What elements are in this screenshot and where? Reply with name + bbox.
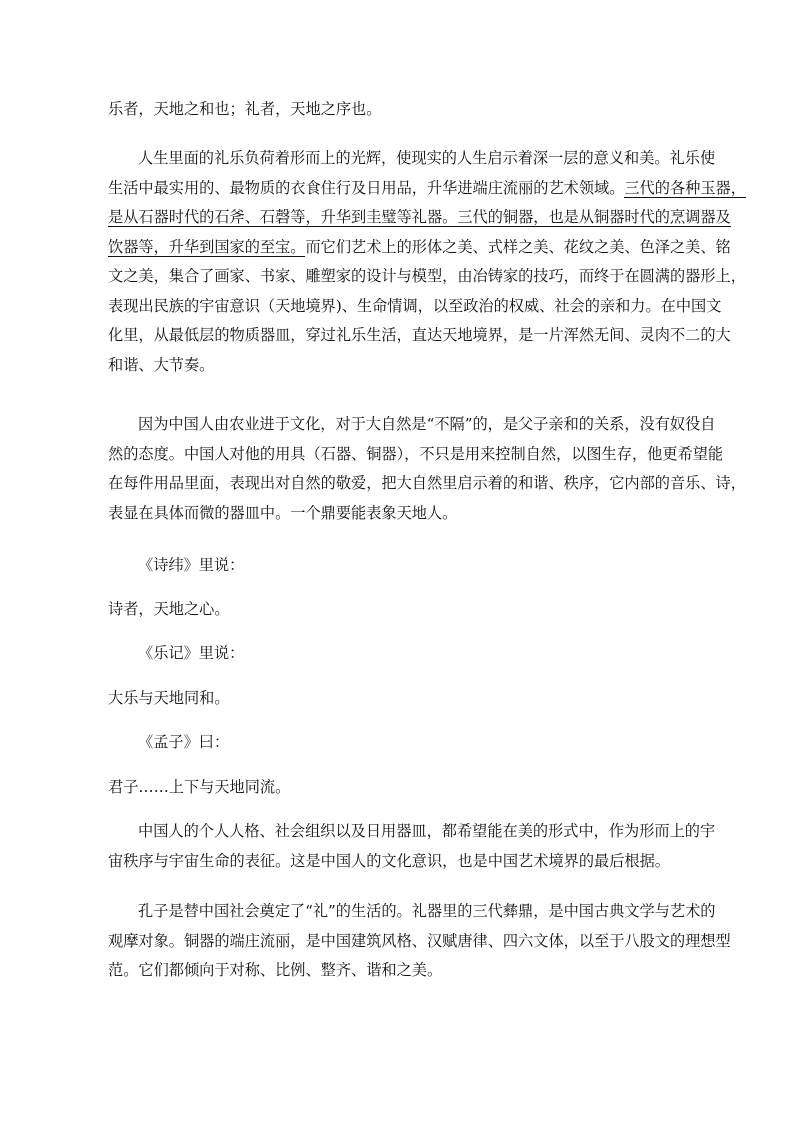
text-line: 诗者，天地之心。 (108, 600, 230, 618)
paragraph-confucius (108, 897, 731, 986)
text-line (108, 233, 731, 263)
paragraph-liyue-life (108, 144, 746, 380)
text-line: 文之美，集合了画家、书家、雕塑家的设计与模型，由冶铸家的技巧，而终于在圆满的器形上， (108, 267, 746, 285)
text-line: 《乐记》里说： (138, 644, 245, 662)
paragraph-quote-liyue (108, 95, 694, 125)
text-line: 因为中国人由农业进于文化，对于大自然是“不隔”的，是父子亲和的关系，没有奴役自 (138, 415, 716, 433)
paragraph-yueji-intro (108, 639, 694, 669)
paragraph-mengzi-quote (108, 773, 694, 803)
text-line: 大乐与天地同和。 (108, 689, 230, 707)
text-line: 范。它们都倾向于对称、比例、整齐、谐和之美。 (108, 961, 443, 979)
paragraph-cosmic-order (108, 817, 716, 876)
text-line (108, 174, 746, 204)
text-line: 中国人的个人人格、社会组织以及日用器皿，都希望能在美的形式中，作为形而上的宇 (138, 822, 716, 840)
text-span: 生活中最实用的、最物质的衣食住行及日用品，升华进端庄流丽的艺术领域。 (108, 178, 625, 197)
paragraph-nature (108, 410, 746, 528)
text-line (108, 203, 731, 233)
underlined-text: 三代的各种玉器， (624, 178, 746, 197)
text-line: 乐者，天地之和也；礼者，天地之序也。 (108, 100, 382, 118)
text-line: 孔子是替中国社会奠定了“礼”的生活的。礼器里的三代彝鼎，是中国古典文学与艺术的 (138, 902, 716, 920)
text-line: 表现出民族的宇宙意识（天地境界)、生命情调，以至政治的权威、社会的亲和力。在中国文 (108, 296, 722, 315)
text-line: 在每件用品里面，表现出对自然的敬爱，把大自然里启示着的和谐、秩序，它内部的音乐、诗， (108, 474, 746, 492)
text-line: 人生里面的礼乐负荷着形而上的光辉，使现实的人生启示着深一层的意义和美。礼乐使 (138, 149, 716, 167)
text-line: 宙秩序与宇宙生命的表征。这是中国人的文化意识，也是中国艺术境界的最后根据。 (108, 851, 670, 870)
text-line: 《诗纬》里说： (138, 556, 245, 574)
underlined-text: 是从石器时代的石斧、石磬等，升华到圭璧等礼器。三代的铜器，也是从铜器时代的烹调器及 (108, 208, 731, 226)
text-span: 而它们艺术上的形体之美、式样之美、花纹之美、色泽之美、铭 (305, 237, 731, 256)
text-line: 化里，从最低层的物质器皿，穿过礼乐生活，直达天地境界，是一片浑然无间、灵肉不二的大 (108, 326, 731, 344)
underlined-text: 饮器等，升华到国家的至宝。 (108, 237, 306, 256)
text-line: 君子……上下与天地同流。 (108, 778, 291, 796)
paragraph-yueji-quote (108, 684, 694, 714)
text-line: 和谐、大节奏。 (108, 355, 215, 374)
text-line: 观摩对象。铜器的端庄流丽，是中国建筑风格、汉赋唐律、四六文体，以至于八股文的理想型 (108, 931, 731, 950)
text-line: 《孟子》曰： (138, 733, 230, 751)
paragraph-shiwei-quote (108, 595, 694, 625)
paragraph-mengzi-intro (108, 728, 694, 758)
text-line: 表显在具体而微的器皿中。一个鼎要能表象天地人。 (108, 503, 458, 522)
paragraph-shiwei-intro (108, 551, 694, 581)
text-line: 然的态度。中国人对他的用具（石器、铜器），不只是用来控制自然，以图生存，他更希望能 (108, 444, 724, 463)
